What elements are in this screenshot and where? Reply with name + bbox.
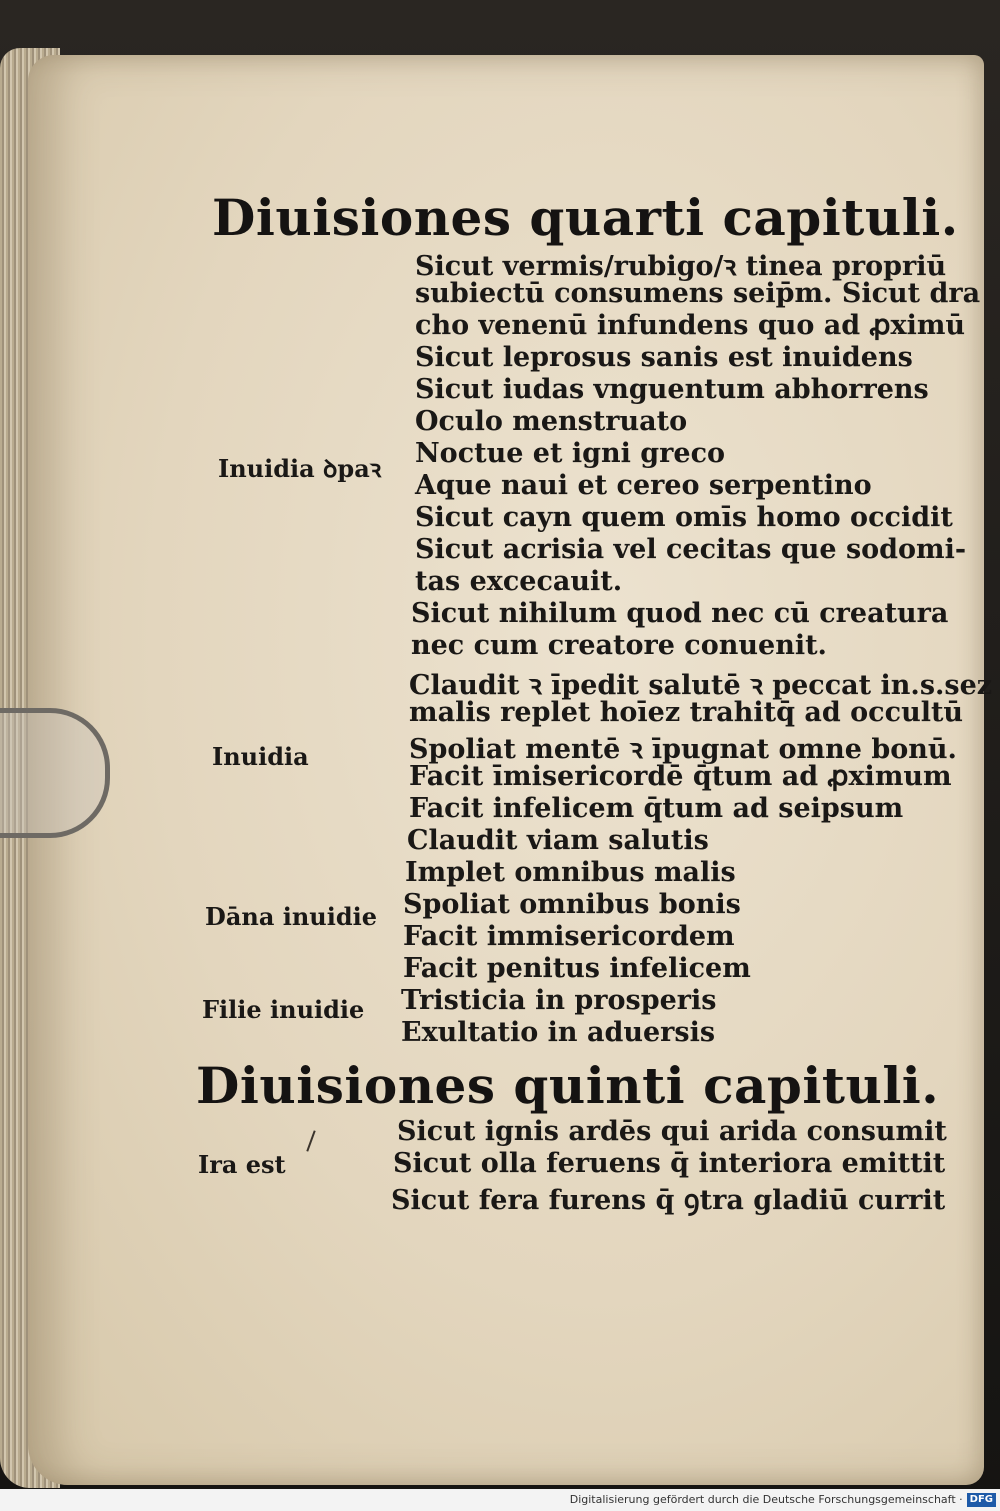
text-line: Facit īmisericordē q̄tum ad ꝓximum bbox=[409, 761, 952, 792]
footer-text: Digitalisierung gefördert durch die Deutsche Forschungsgemeinschaft · bbox=[569, 1493, 963, 1506]
text-line: Facit penitus infelicem bbox=[403, 953, 751, 984]
text-line: Sicut iudas vnguentum abhorrens bbox=[415, 374, 929, 405]
text-line: subiectū consumens seip̄m. Sicut dra bbox=[415, 278, 981, 309]
text-line: Noctue et igni greco bbox=[415, 438, 726, 469]
text-line: Exultatio in aduersis bbox=[401, 1017, 716, 1048]
heading-chapter-five: Diuisiones quinti capituli. bbox=[196, 1056, 940, 1115]
text-line: Sicut vermis/rubigo/ꝛ tinea propriū bbox=[415, 251, 947, 282]
text-line: Sicut olla feruens q̄ interiora emittit bbox=[393, 1148, 946, 1179]
margin-label: Ira est bbox=[198, 1150, 286, 1179]
text-line: tas excecauit. bbox=[415, 566, 623, 597]
text-line: Sicut leprosus sanis est inuidens bbox=[415, 342, 913, 373]
text-line: Sicut ignis ardēs qui arida consumit bbox=[397, 1116, 947, 1147]
text-line: Claudit viam salutis bbox=[407, 825, 709, 856]
footer-bar bbox=[0, 1489, 1000, 1511]
margin-label: Dāna inuidie bbox=[205, 902, 378, 931]
text-line: Spoliat mentē ꝛ īpugnat omne bonū. bbox=[409, 734, 957, 765]
page-clip bbox=[0, 708, 110, 838]
text-line: Facit infelicem q̄tum ad seipsum bbox=[409, 793, 904, 824]
margin-label: Inuidia ꝺpaꝛ bbox=[218, 454, 382, 483]
text-line: Spoliat omnibus bonis bbox=[403, 889, 741, 920]
text-line: Facit immisericordem bbox=[403, 921, 735, 952]
text-line: Sicut acrisia vel cecitas que sodomi- bbox=[415, 534, 967, 565]
text-line: Oculo menstruato bbox=[415, 406, 688, 437]
dfg-logo: DFG bbox=[967, 1493, 996, 1507]
margin-label: Filie inuidie bbox=[202, 995, 365, 1024]
heading-chapter-four: Diuisiones quarti capituli. bbox=[212, 188, 959, 247]
text-line: Tristicia in prosperis bbox=[401, 985, 717, 1016]
text-line: Claudit ꝛ īpedit salutē ꝛ peccat in.s.sez bbox=[409, 670, 993, 701]
margin-label: Inuidia bbox=[212, 742, 309, 771]
text-line: Sicut nihilum quod nec cū creatura bbox=[411, 598, 949, 629]
text-line: Sicut fera furens q̄ ꝯtra gladiū currit bbox=[391, 1185, 946, 1216]
text-line: cho venenū infundens quo ad ꝓximū bbox=[415, 310, 966, 341]
text-line: nec cum creatore conuenit. bbox=[411, 630, 827, 661]
text-line: Sicut cayn quem omīs homo occidit bbox=[415, 502, 953, 533]
text-line: Implet omnibus malis bbox=[405, 857, 736, 888]
text-line: Aque naui et cereo serpentino bbox=[415, 470, 872, 501]
text-line: malis replet hoīez trahitq̄ ad occultū bbox=[409, 697, 964, 728]
